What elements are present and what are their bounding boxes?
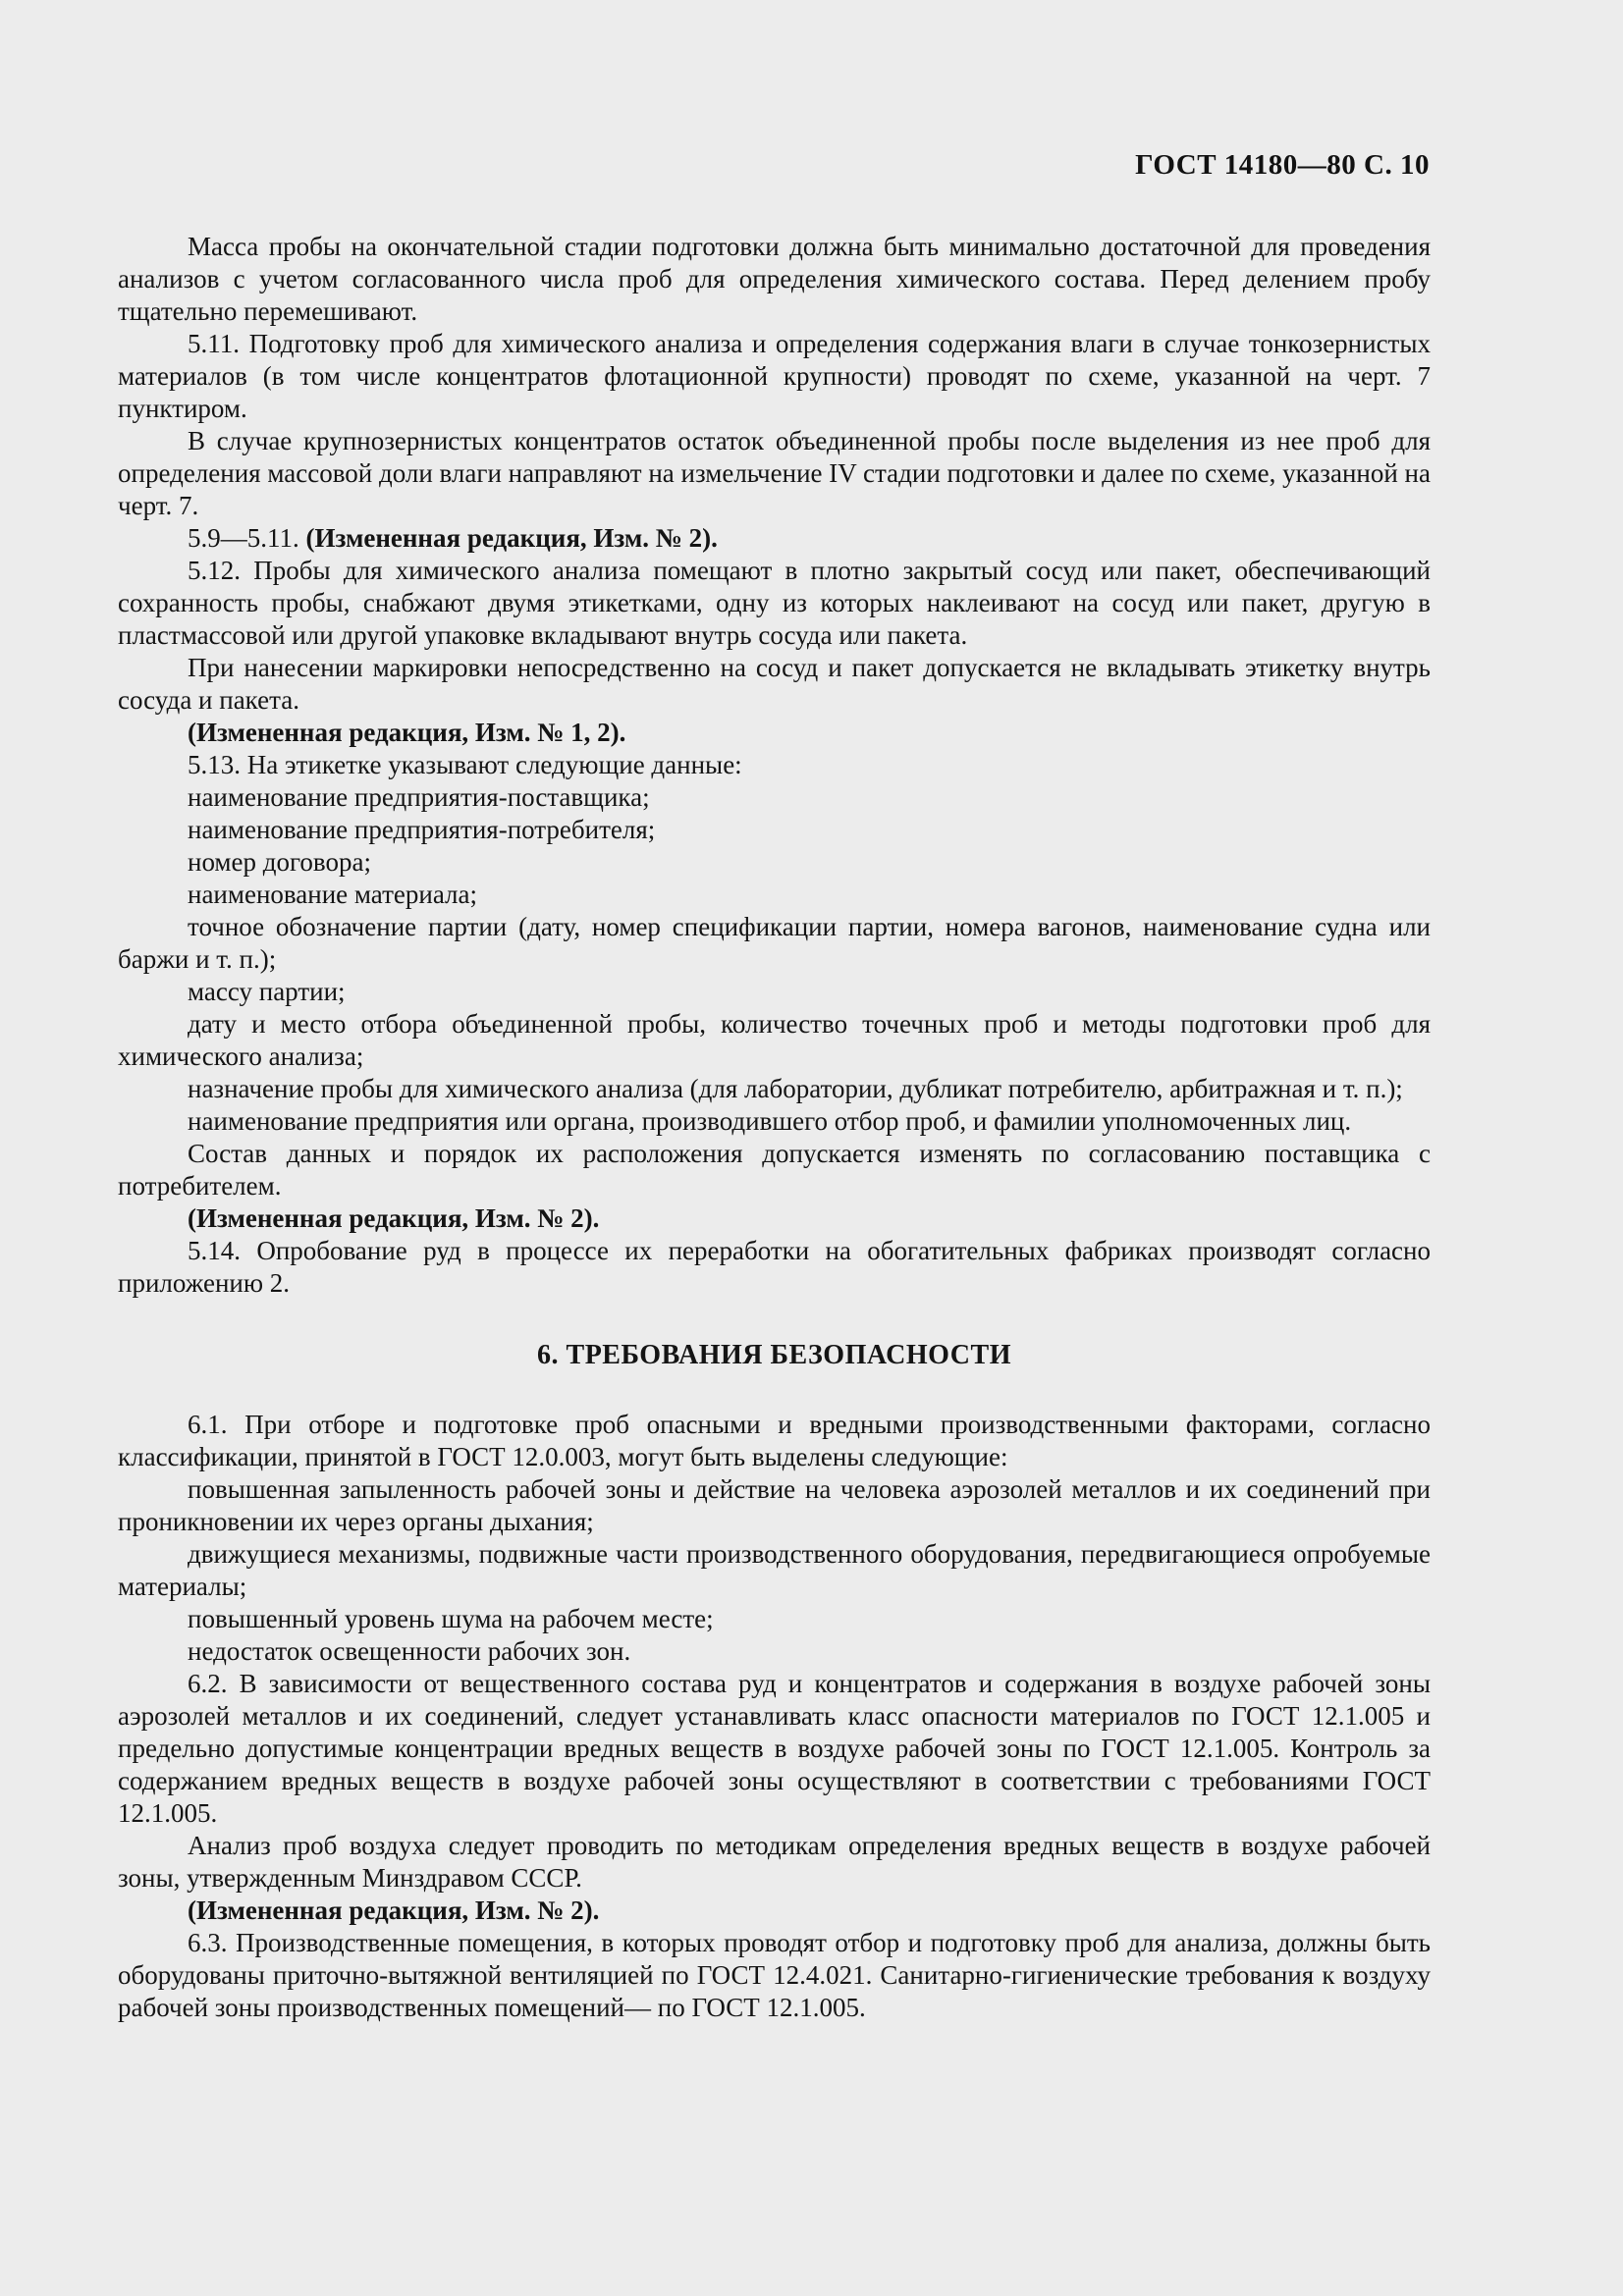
paragraph-amendment-5-9-5-11: [118, 522, 1431, 555]
list-item-hazard: повышенный уровень шума на рабочем месте;: [188, 1604, 714, 1633]
amendment-ref: 5.9—5.11.: [188, 523, 306, 553]
list-item-hazard: движущиеся механизмы, подвижные части производственного оборудования, передвигающиеся опробуемые материалы;: [118, 1539, 1431, 1601]
amendment-note: (Измененная редакция, Изм. № 1, 2).: [188, 718, 626, 747]
list-item-label-data: наименование предприятия-поставщика;: [188, 782, 650, 812]
section-title-safety: 6. ТРЕБОВАНИЯ БЕЗОПАСНОСТИ: [537, 1340, 1011, 1370]
paragraph-sample-mass: Масса пробы на окончательной стадии подготовки должна быть минимально достаточной для проведения анализов с учетом согласованного числа проб для определения химического состава. Перед делением пробу тщательно перемешивают.: [118, 232, 1431, 326]
list-item-label-data: номер договора;: [188, 847, 371, 877]
paragraph-air-analysis: Анализ проб воздуха следует проводить по методикам определения вредных веществ в воздухе рабочей зоны, утвержденным Минздравом СССР.: [118, 1831, 1431, 1893]
list-item-hazard: недостаток освещенности рабочих зон.: [188, 1636, 631, 1666]
paragraph-5-13: 5.13. На этикетке указывают следующие данные:: [188, 750, 742, 779]
paragraph-5-12: 5.12. Пробы для химического анализа помещают в плотно закрытый сосуд или пакет, обеспечивающий сохранность пробы, снабжают двумя этикетками, одну из которых наклеивают на сосуд или пакет, другую в пластмассовой или другой упаковке вкладывают внутрь сосуда или пакета.: [118, 556, 1431, 650]
paragraph-6-3: 6.3. Производственные помещения, в которых проводят отбор и подготовку проб для анализа, должны быть оборудованы приточно-вытяжной вентиляцией по ГОСТ 12.4.021. Санитарно-гигиенические требования к воздуху рабочей зоны производственных помещений— по ГОСТ 12.1.005.: [118, 1928, 1431, 2022]
paragraph-6-1: 6.1. При отборе и подготовке проб опасными и вредными производственными факторами, согласно классификации, принятой в ГОСТ 12.0.003, могут быть выделены следующие:: [118, 1410, 1431, 1471]
paragraph-coarse-concentrates: В случае крупнозернистых концентратов остаток объединенной пробы после выделения из нее проб для определения массовой доли влаги направляют на измельчение IV стадии подготовки и далее по схеме, указанной на черт. 7.: [118, 426, 1431, 520]
amendment-note: (Измененная редакция, Изм. № 2).: [305, 523, 718, 553]
list-item-label-data: точное обозначение партии (дату, номер спецификации партии, номера вагонов, наименование судна или баржи и т. п.);: [118, 912, 1431, 974]
paragraph-data-order: Состав данных и порядок их расположения допускается изменять по согласованию поставщика с потребителем.: [118, 1139, 1431, 1201]
list-item-hazard: повышенная запыленность рабочей зоны и действие на человека аэрозолей металлов и их соединений при проникновении их через органы дыхания;: [118, 1474, 1431, 1536]
list-item-label-data: дату и место отбора объединенной пробы, количество точечных проб и методы подготовки проб для химического анализа;: [118, 1009, 1431, 1071]
paragraph-5-14: 5.14. Опробование руд в процессе их переработки на обогатительных фабриках производят согласно приложению 2.: [118, 1236, 1431, 1298]
paragraph-5-11: 5.11. Подготовку проб для химического анализа и определения содержания влаги в случае тонкозернистых материалов (в том числе концентратов флотационной крупности) проводят по схеме, указанной на черт. 7 пунктиром.: [118, 329, 1431, 423]
amendment-note: (Измененная редакция, Изм. № 2).: [188, 1203, 600, 1233]
paragraph-marking: При нанесении маркировки непосредственно на сосуд и пакет допускается не вкладывать этикетку внутрь сосуда и пакета.: [118, 653, 1431, 715]
list-item-label-data: наименование материала;: [188, 880, 478, 909]
page-header-doc-ref: ГОСТ 14180—80 С. 10: [1135, 149, 1430, 181]
paragraph-6-2: 6.2. В зависимости от вещественного состава руд и концентратов и содержания в воздухе рабочей зоны аэрозолей металлов и их соединений, следует устанавливать класс опасности материалов по ГОСТ 12.1.005 и предельно допустимые концентрации вредных веществ в воздухе рабочей зоны по ГОСТ 12.1.005. Контроль за содержанием вредных веществ в воздухе рабочей зоны осуществляют в соответствии с требованиями ГОСТ 12.1.005.: [118, 1669, 1431, 1828]
list-item-label-data: массу партии;: [188, 977, 346, 1006]
amendment-note: (Измененная редакция, Изм. № 2).: [188, 1896, 600, 1925]
document-body: [118, 231, 1431, 2024]
list-item-label-data: наименование предприятия-потребителя;: [188, 815, 656, 844]
list-item-label-data: назначение пробы для химического анализа (для лаборатории, дубликат потребителю, арбитражная и т. п.);: [188, 1074, 1403, 1103]
list-item-label-data: наименование предприятия или органа, производившего отбор проб, и фамилии уполномоченных лиц.: [188, 1106, 1352, 1136]
